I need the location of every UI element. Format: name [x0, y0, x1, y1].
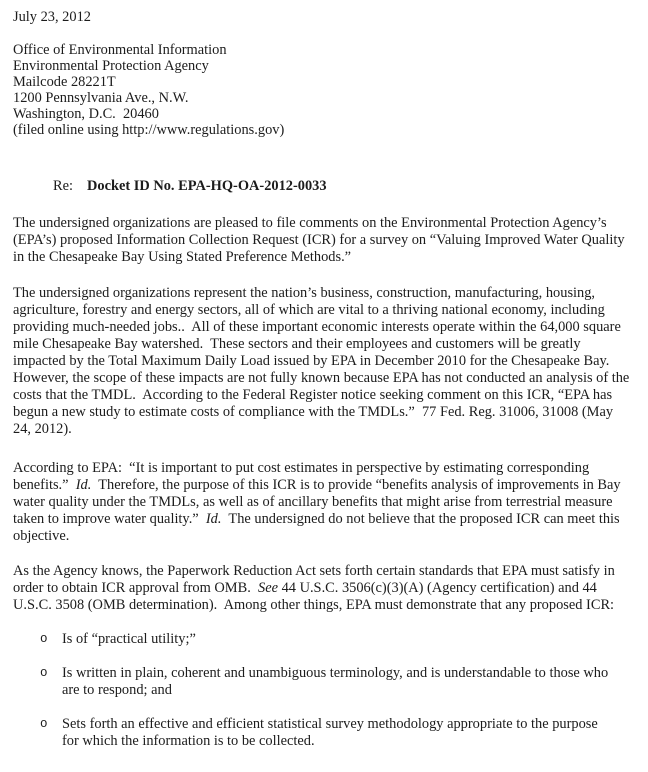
address-line-street: 1200 Pennsylvania Ave., N.W. [13, 90, 189, 106]
letter-date: July 23, 2012 [13, 9, 91, 25]
bullet-text: Is of “practical utility;” [62, 631, 196, 647]
re-label: Re: [53, 178, 73, 194]
bullet-item-plain-terminology [13, 665, 613, 699]
bullet-text: Is written in plain, coherent and unambiguous terminology, and is understandable to those who are to respond; and [62, 665, 612, 698]
bullet-item-survey-methodology [13, 716, 613, 750]
bullet-text: Sets forth an effective and efficient statistical survey methodology appropriate to the purpose for which the information is to be collected. [62, 716, 602, 749]
paragraph-epa-quote: According to EPA: “It is important to put cost estimates in perspective by estimating corresponding benefits.” Id. Therefore, the purpose of this ICR is to provide “benefits analysis of improvements in Bay water quality under the TMDLs, as well as of ancillary benefits that might arise from terrestrial measure taken to improve water quality.” Id. The undersigned do not believe that the proposed ICR can meet this objective. [13, 460, 625, 544]
paragraph-organizations: The undersigned organizations represent the nation’s business, construction, manufacturing, housing, agriculture, forestry and energy sectors, all of which are vital to a thriving national economy, including providing much-needed jobs.. All of these important economic interests operate within the 64,000 square mile Chesapeake Bay watershed. These sectors and their employees and customers will be greatly impacted by the Total Maximum Daily Load issued by EPA in December 2010 for the Chesapeake Bay. However, the scope of these impacts are not fully known because EPA has not conducted an analysis of the costs that the TMDL. According to the Federal Register notice seeking comment on this ICR, “EPA has begun a new study to estimate costs of compliance with the TMDLs.” 77 Fed. Reg. 31006, 31008 (May 24, 2012). [13, 285, 633, 437]
address-line-filing-note: (filed online using http://www.regulations.gov) [13, 122, 285, 138]
address-line-agency: Environmental Protection Agency [13, 58, 209, 74]
bullet-marker: o [40, 717, 48, 731]
paragraph-intro: The undersigned organizations are pleased to file comments on the Environmental Protection Agency’s (EPA’s) proposed Information Collection Request (ICR) for a survey on “Valuing Improved Water Quality in the Chesapeake Bay Using Stated Preference Methods.” [13, 215, 629, 265]
docket-id: Docket ID No. EPA-HQ-OA-2012-0033 [87, 178, 327, 194]
address-line-office: Office of Environmental Information [13, 42, 227, 58]
bullet-item-practical-utility [13, 631, 613, 648]
icr-requirements-list [13, 631, 613, 750]
recipient-address [13, 42, 635, 138]
paragraph-paperwork-act: As the Agency knows, the Paperwork Reduction Act sets forth certain standards that EPA must satisfy in order to obtain ICR approval from OMB. See 44 U.S.C. 3506(c)(3)(A) (Agency certification) and 44 U.S.C. 3508 (OMB determination). Among other things, EPA must demonstrate that any proposed ICR: [13, 563, 619, 613]
bullet-marker: o [40, 632, 48, 646]
re-line [13, 178, 635, 195]
bullet-marker: o [40, 666, 48, 680]
address-line-mailcode: Mailcode 28221T [13, 74, 116, 90]
address-line-city: Washington, D.C. 20460 [13, 106, 159, 122]
